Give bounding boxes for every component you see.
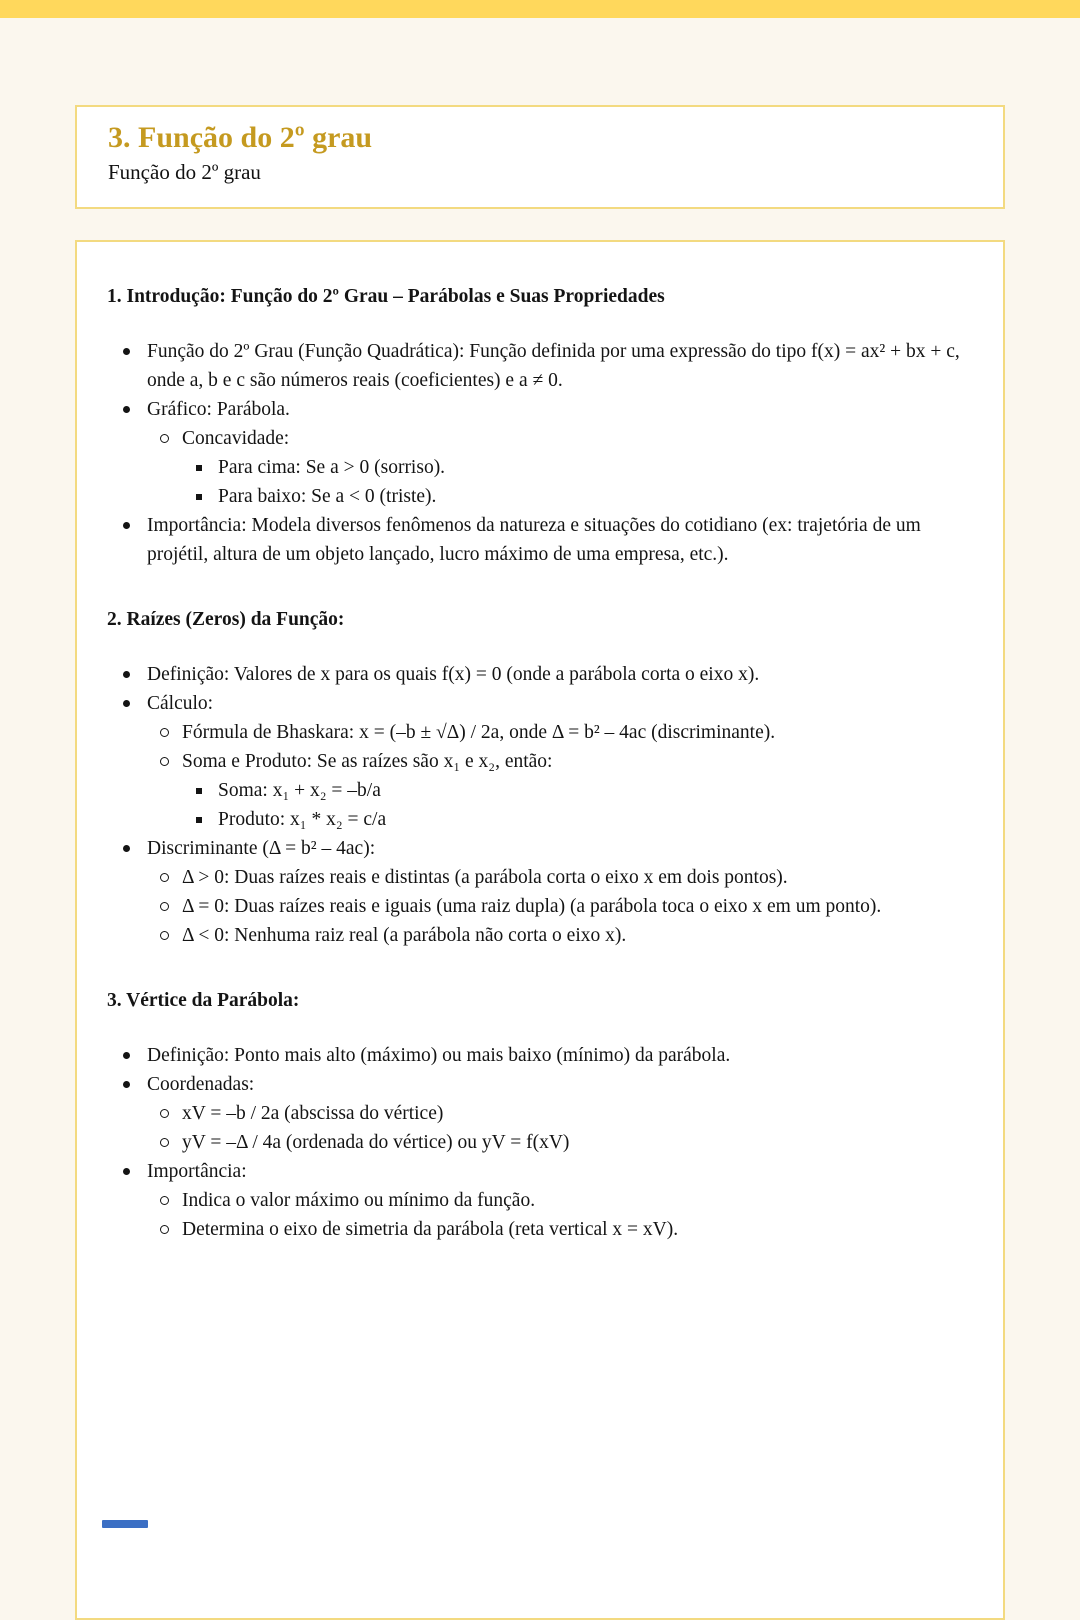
list-item — [107, 747, 973, 776]
page-subtitle: Função do 2º grau — [108, 160, 261, 184]
list-item-text: Discriminante (Δ = b² – 4ac): — [147, 838, 376, 859]
list-item — [107, 424, 973, 453]
list-item-text: Cálculo: — [147, 693, 214, 714]
list-item — [107, 1099, 973, 1128]
circle-bullet-icon — [160, 728, 169, 737]
list-item — [107, 1215, 973, 1244]
list-item — [107, 805, 973, 834]
section-heading: 2. Raízes (Zeros) da Função: — [107, 609, 345, 630]
square-bullet-icon — [196, 817, 202, 823]
circle-bullet-icon — [160, 1109, 169, 1118]
list-item-text: xV = –b / 2a (abscissa do vértice) — [182, 1103, 444, 1124]
list-item-text: Coordenadas: — [147, 1074, 255, 1095]
list-item-text: Determina o eixo de simetria da parábola (reta vertical x = xV). — [182, 1219, 679, 1240]
disc-bullet-icon — [123, 406, 130, 413]
list — [107, 660, 973, 950]
list-item — [107, 1041, 973, 1070]
disc-bullet-icon — [123, 1052, 130, 1059]
list-item — [107, 337, 973, 395]
list-item — [107, 511, 973, 569]
list-item-text: Gráfico: Parábola. — [147, 399, 290, 420]
list-item-text: Indica o valor máximo ou mínimo da função. — [182, 1190, 536, 1211]
content-card — [75, 240, 1005, 1620]
circle-bullet-icon — [160, 1138, 169, 1147]
disc-bullet-icon — [123, 671, 130, 678]
list-item-text: Soma: x₁ + x₂ = –b/a — [218, 780, 381, 801]
disc-bullet-icon — [123, 845, 130, 852]
section-heading: 1. Introdução: Função do 2º Grau – Parábolas e Suas Propriedades — [107, 286, 665, 307]
list-item — [107, 1070, 973, 1099]
circle-bullet-icon — [160, 931, 169, 940]
list-item-text: Função do 2º Grau (Função Quadrática): Função definida por uma expressão do tipo f(x) = ax² + bx + c, onde a, b e c são números reais (coeficientes) e a ≠ 0. — [147, 341, 960, 391]
list-item-text: Produto: x₁ * x₂ = c/a — [218, 809, 387, 830]
page-title: 3. Função do 2º grau — [108, 121, 373, 154]
list-item-text: Concavidade: — [182, 428, 290, 449]
disc-bullet-icon — [123, 700, 130, 707]
circle-bullet-icon — [160, 1196, 169, 1205]
list-item — [107, 395, 973, 424]
list — [107, 337, 973, 569]
circle-bullet-icon — [160, 902, 169, 911]
square-bullet-icon — [196, 465, 202, 471]
list-item — [107, 453, 973, 482]
top-accent-bar — [0, 0, 1080, 18]
clipped-link-fragment[interactable] — [102, 1520, 148, 1528]
circle-bullet-icon — [160, 757, 169, 766]
disc-bullet-icon — [123, 522, 130, 529]
list-item — [107, 863, 973, 892]
list-item — [107, 689, 973, 718]
list-item — [107, 776, 973, 805]
circle-bullet-icon — [160, 873, 169, 882]
list-item-text: Δ < 0: Nenhuma raiz real (a parábola não corta o eixo x). — [182, 925, 627, 946]
circle-bullet-icon — [160, 1225, 169, 1234]
circle-bullet-icon — [160, 434, 169, 443]
section-vertice — [107, 988, 973, 1244]
list-item-text: Definição: Valores de x para os quais f(x) = 0 (onde a parábola corta o eixo x). — [147, 664, 760, 685]
list-item-text: Δ = 0: Duas raízes reais e iguais (uma raiz dupla) (a parábola toca o eixo x em um ponto). — [182, 896, 882, 917]
list-item — [107, 834, 973, 863]
list-item-text: Fórmula de Bhaskara: x = (–b ± √Δ) / 2a, onde Δ = b² – 4ac (discriminante). — [182, 722, 776, 743]
list-item-text: yV = –Δ / 4a (ordenada do vértice) ou yV = f(xV) — [182, 1132, 570, 1153]
list-item — [107, 1128, 973, 1157]
square-bullet-icon — [196, 788, 202, 794]
disc-bullet-icon — [123, 348, 130, 355]
list-item-text: Soma e Produto: Se as raízes são x₁ e x₂, então: — [182, 751, 553, 772]
list-item — [107, 1157, 973, 1186]
list-item — [107, 660, 973, 689]
square-bullet-icon — [196, 494, 202, 500]
list-item-text: Importância: Modela diversos fenômenos da natureza e situações do cotidiano (ex: trajetória de um projétil, altura de um objeto lançado, lucro máximo de uma empresa, etc.). — [147, 515, 921, 565]
list-item-text: Para baixo: Se a < 0 (triste). — [218, 486, 437, 507]
list-item-text: Δ > 0: Duas raízes reais e distintas (a parábola corta o eixo x em dois pontos). — [182, 867, 788, 888]
list-item — [107, 1186, 973, 1215]
list-item — [107, 718, 973, 747]
list-item-text: Para cima: Se a > 0 (sorriso). — [218, 457, 446, 478]
list-item — [107, 921, 973, 950]
list — [107, 1041, 973, 1244]
list-item-text: Importância: — [147, 1161, 247, 1182]
section-heading: 3. Vértice da Parábola: — [107, 990, 300, 1011]
list-item — [107, 482, 973, 511]
section-introducao — [107, 284, 973, 569]
disc-bullet-icon — [123, 1081, 130, 1088]
disc-bullet-icon — [123, 1168, 130, 1175]
list-item — [107, 892, 973, 921]
list-item-text: Definição: Ponto mais alto (máximo) ou mais baixo (mínimo) da parábola. — [147, 1045, 731, 1066]
section-raizes — [107, 607, 973, 950]
title-card — [75, 105, 1005, 209]
